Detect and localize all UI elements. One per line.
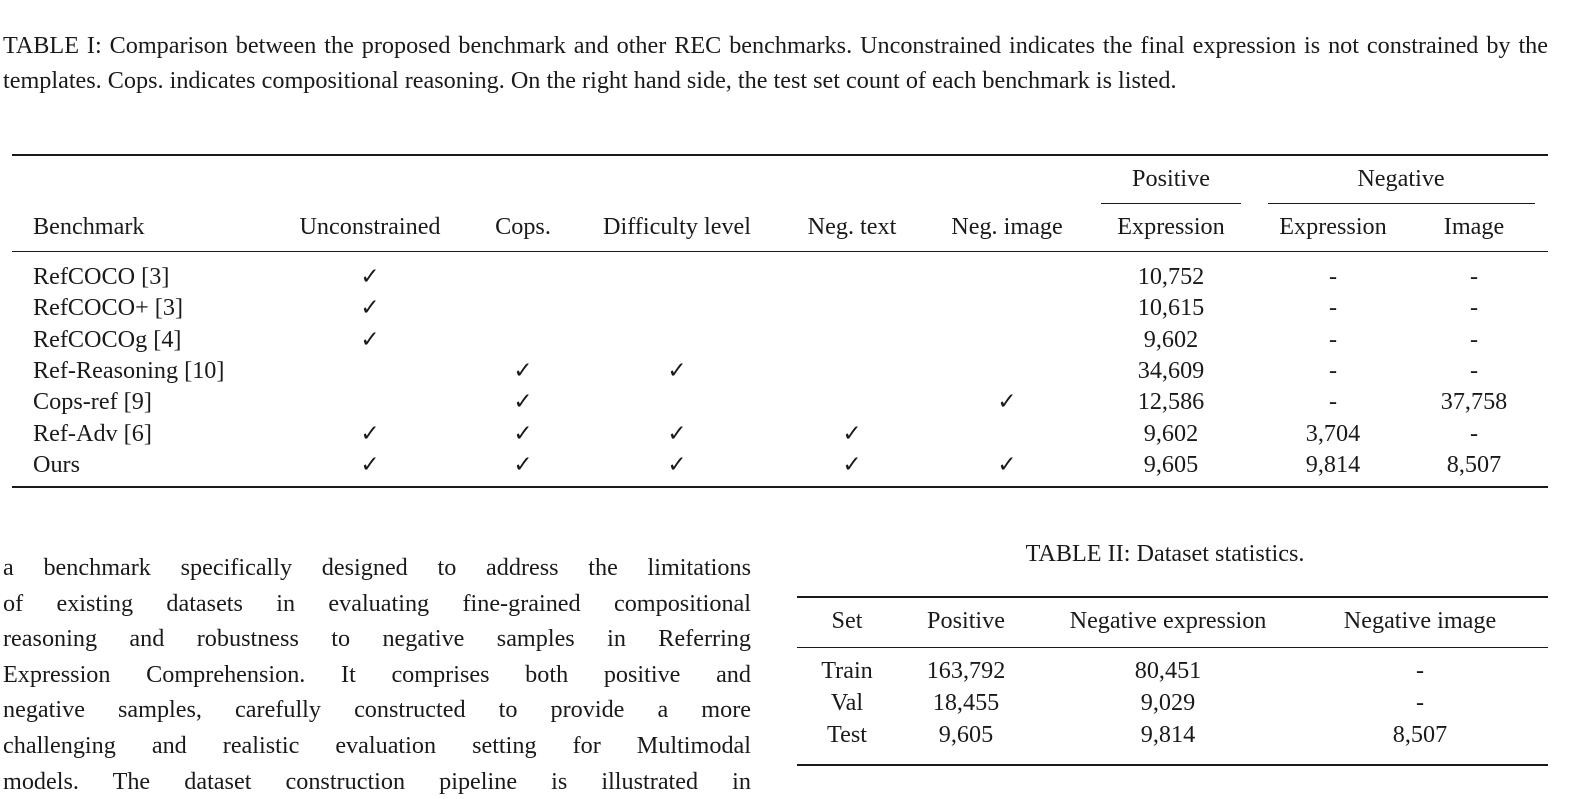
- group-header-positive: Positive: [1132, 165, 1210, 192]
- cell-neg-image-count: -: [1469, 419, 1479, 447]
- t2-cell-set: Test: [827, 721, 867, 748]
- cell-unconstrained-check-icon: ✓: [360, 264, 380, 290]
- t2-cell-set: Train: [821, 657, 873, 684]
- cell-neg-image-count: -: [1469, 294, 1479, 322]
- t2-cell-negative-expression: 80,451: [1134, 657, 1202, 684]
- cell-pos-expression: 12,586: [1137, 388, 1205, 416]
- t2-cell-positive: 9,605: [938, 721, 994, 748]
- cell-pos-expression: 34,609: [1137, 356, 1205, 384]
- t2-header-positive: Positive: [927, 607, 1005, 634]
- t2-header-negative-image: Negative image: [1343, 607, 1497, 634]
- cell-cops-check-icon: ✓: [513, 357, 533, 384]
- t2-cell-positive: 163,792: [926, 657, 1006, 684]
- cell-neg-text-check-icon: ✓: [842, 420, 862, 447]
- cell-benchmark-name: Ours: [33, 450, 81, 478]
- table2-top-rule: [797, 596, 1548, 598]
- cell-neg-image-count: -: [1469, 356, 1479, 384]
- t2-header-negative-expression: Negative expression: [1069, 607, 1267, 634]
- cell-neg-expression: -: [1328, 388, 1338, 416]
- col-header-neg-image-count: Image: [1443, 213, 1505, 240]
- col-header-neg-image: Neg. image: [951, 213, 1063, 240]
- t2-header-set: Set: [831, 607, 863, 634]
- cell-neg-image-count: 8,507: [1446, 450, 1502, 478]
- col-header-neg-expression: Expression: [1279, 213, 1387, 240]
- paragraph-line: a benchmark specifically designed to address the limitations: [3, 554, 751, 581]
- t2-cell-negative-expression: 9,029: [1140, 689, 1196, 716]
- cell-pos-expression: 9,602: [1143, 325, 1199, 353]
- positive-group-rule: [1101, 203, 1241, 204]
- table1-bottom-rule: [12, 486, 1548, 488]
- cell-pos-expression: 10,752: [1137, 263, 1205, 290]
- cell-pos-expression: 9,605: [1143, 450, 1199, 478]
- cell-neg-expression: -: [1328, 263, 1338, 290]
- cell-difficulty-check-icon: ✓: [667, 451, 687, 478]
- table1-caption: TABLE I: Comparison between the proposed benchmark and other REC benchmarks. Unconstrained indicates the final expression is not constrained by the templates. Cops. indicates compositional reasoning. On the right hand side, the test set count of each benchmark is listed.: [3, 32, 1548, 94]
- cell-unconstrained-check-icon: ✓: [360, 326, 380, 353]
- col-header-difficulty: Difficulty level: [603, 213, 751, 240]
- col-header-cops: Cops.: [495, 213, 551, 240]
- cell-neg-expression: -: [1328, 325, 1338, 353]
- t2-cell-positive: 18,455: [932, 689, 1000, 716]
- cell-neg-image-count: -: [1469, 325, 1479, 353]
- cell-unconstrained-check-icon: ✓: [360, 451, 380, 478]
- t2-cell-negative-expression: 9,814: [1140, 721, 1196, 748]
- table1-header-rule: [12, 251, 1548, 252]
- paragraph-line: negative samples, carefully constructed to provide a more: [3, 696, 751, 724]
- cell-neg-image-check-icon: ✓: [997, 451, 1017, 478]
- cell-unconstrained-check-icon: ✓: [360, 295, 380, 322]
- cell-cops-check-icon: ✓: [513, 451, 533, 478]
- cell-neg-image-check-icon: ✓: [997, 389, 1017, 416]
- cell-neg-expression: 3,704: [1305, 419, 1361, 447]
- negative-group-rule: [1268, 203, 1535, 204]
- cell-cops-check-icon: ✓: [513, 420, 533, 447]
- col-header-neg-text: Neg. text: [807, 213, 897, 240]
- cell-benchmark-name: Ref-Reasoning [10]: [33, 356, 225, 384]
- paragraph-line: reasoning and robustness to negative samples in Referring: [3, 625, 751, 653]
- group-header-negative: Negative: [1357, 165, 1445, 192]
- table2-bottom-rule: [797, 764, 1548, 766]
- cell-neg-text-check-icon: ✓: [842, 451, 862, 478]
- paragraph-line: Expression Comprehension. It comprises both positive and: [3, 660, 751, 688]
- t2-cell-set: Val: [830, 689, 864, 716]
- cell-neg-image-count: 37,758: [1440, 388, 1508, 416]
- table1-top-rule: [12, 154, 1548, 156]
- paragraph-line: of existing datasets in evaluating fine-grained compositional: [3, 589, 751, 617]
- cell-benchmark-name: Cops-ref [9]: [33, 388, 152, 416]
- t2-cell-negative-image: -: [1415, 657, 1425, 684]
- t2-cell-negative-image: 8,507: [1392, 721, 1448, 748]
- t2-cell-negative-image: -: [1415, 689, 1425, 716]
- cell-pos-expression: 9,602: [1143, 419, 1199, 447]
- cell-benchmark-name: Ref-Adv [6]: [33, 419, 152, 447]
- cell-unconstrained-check-icon: ✓: [360, 420, 380, 447]
- col-header-pos-expression: Expression: [1117, 213, 1225, 240]
- cell-pos-expression: 10,615: [1137, 294, 1205, 322]
- table2-header-rule: [797, 647, 1548, 648]
- paragraph-line: models. The dataset construction pipeline is illustrated in: [3, 767, 751, 795]
- body-paragraph: [3, 550, 751, 799]
- table2-caption: TABLE II: Dataset statistics.: [1025, 540, 1305, 567]
- cell-neg-expression: -: [1328, 356, 1338, 384]
- cell-neg-expression: 9,814: [1305, 450, 1361, 478]
- cell-neg-image-count: -: [1469, 263, 1479, 290]
- cell-cops-check-icon: ✓: [513, 389, 533, 416]
- col-header-benchmark: Benchmark: [33, 213, 145, 240]
- cell-neg-expression: -: [1328, 294, 1338, 322]
- cell-difficulty-check-icon: ✓: [667, 420, 687, 447]
- cell-benchmark-name: RefCOCO+ [3]: [33, 294, 184, 322]
- cell-benchmark-name: RefCOCOg [4]: [33, 325, 182, 353]
- col-header-unconstrained: Unconstrained: [299, 213, 441, 240]
- cell-difficulty-check-icon: ✓: [667, 357, 687, 384]
- cell-benchmark-name: RefCOCO [3]: [33, 263, 170, 290]
- paragraph-line: challenging and realistic evaluation setting for Multimodal: [3, 731, 751, 759]
